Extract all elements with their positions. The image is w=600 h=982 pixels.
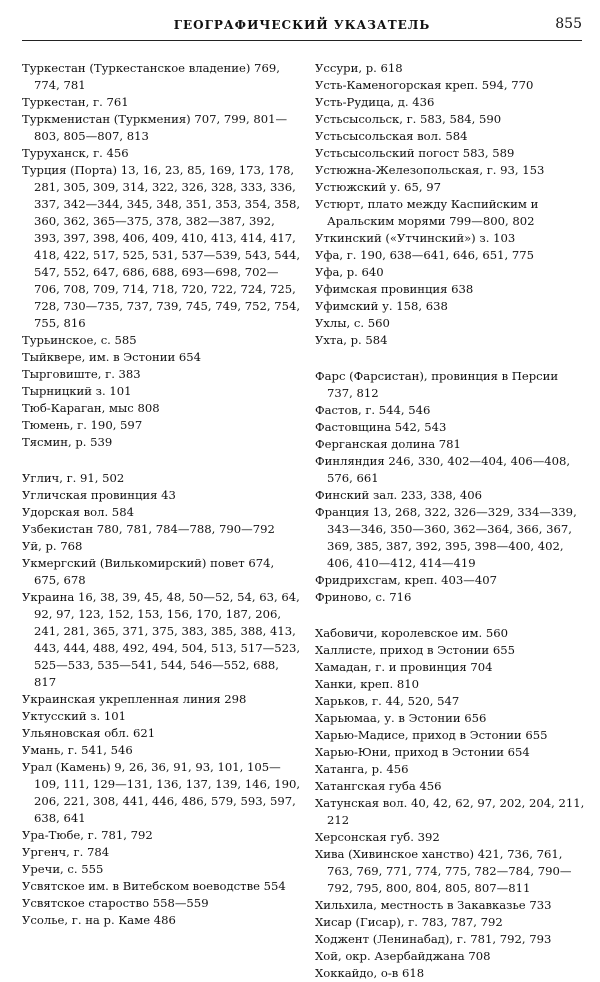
- index-entry: Укмергский (Вилькомирский) повет 674, 675, 678: [22, 556, 275, 587]
- index-entry: Уссури, р. 618: [315, 61, 403, 75]
- index-entry: Фарс (Фарсистан), провинция в Персии 737, 812: [315, 369, 559, 400]
- index-entry: Харью-Юни, приход в Эстонии 654: [315, 745, 530, 759]
- index-entry: Хива (Хивинское ханство) 421, 736, 761, 763, 769, 771, 774, 775, 782—784, 790—792, 795, 800, 804, 805, 807—811: [315, 847, 572, 895]
- page-number: 855: [555, 16, 582, 32]
- index-entry: Финский зал. 233, 338, 406: [315, 488, 483, 502]
- index-entry: Усвятское староство 558—559: [22, 896, 209, 910]
- index-entry: Харьюмаа, у. в Эстонии 656: [315, 711, 487, 725]
- running-title: ГЕОГРАФИЧЕСКИЙ УКАЗАТЕЛЬ: [173, 18, 431, 32]
- index-entry: Хоккайдо, о-в 618: [315, 966, 425, 980]
- index-entry: Хатангская губа 456: [315, 779, 442, 793]
- index-entry: Туркменистан (Туркмения) 707, 799, 801—803, 805—807, 813: [22, 112, 288, 143]
- index-entry: Херсонская губ. 392: [315, 830, 440, 844]
- index-entry: Фастов, г. 544, 546: [315, 403, 431, 417]
- letter-group-gap: [22, 451, 302, 470]
- index-entry: Фридрихсгам, креп. 403—407: [315, 573, 497, 587]
- index-entry: Хатанга, р. 456: [315, 762, 409, 776]
- index-entry: Тюмень, г. 190, 597: [22, 418, 143, 432]
- index-entry: Усвятское им. в Витебском воеводстве 554: [22, 879, 286, 893]
- index-entry: Уй, р. 768: [22, 539, 83, 553]
- index-entry: Ухта, р. 584: [315, 333, 388, 347]
- index-entry: Тюб-Караган, мыс 808: [22, 401, 160, 415]
- index-entry: Франция 13, 268, 322, 326—329, 334—339, 343—346, 350—360, 362—364, 366, 367, 369, 385, 387, 392, 395, 398—400, 402, 406, 410—412, 414—419: [315, 505, 577, 570]
- index-entry: Фастовщина 542, 543: [315, 420, 447, 434]
- index-entry: Тыйквере, им. в Эстонии 654: [22, 350, 202, 364]
- index-entry: Хильхила, местность в Закавказье 733: [315, 898, 552, 912]
- index-entry: Туркестан (Туркестанское владение) 769, 774, 781: [22, 61, 280, 92]
- index-column-left: [22, 60, 302, 929]
- index-entry: Умань, г. 541, 546: [22, 743, 133, 757]
- index-entry: Углич, г. 91, 502: [22, 471, 125, 485]
- index-entry: Уфа, р. 640: [315, 265, 384, 279]
- index-entry: Устюрт, плато между Каспийским и Аральским морями 799—800, 802: [315, 197, 539, 228]
- index-entry: Уфимская провинция 638: [315, 282, 474, 296]
- index-entry: Усолье, г. на р. Каме 486: [22, 913, 176, 927]
- index-entry: Ургенч, г. 784: [22, 845, 110, 859]
- index-entry: Устюжна-Железопольская, г. 93, 153: [315, 163, 545, 177]
- index-entry: Устюжский у. 65, 97: [315, 180, 441, 194]
- index-entry: Уктусский з. 101: [22, 709, 127, 723]
- index-entry: Ходжент (Ленинабад), г. 781, 792, 793: [315, 932, 552, 946]
- index-entry: Уткинский («Утчинский») з. 103: [315, 231, 516, 245]
- index-entry: Турция (Порта) 13, 16, 23, 85, 169, 173, 178, 281, 305, 309, 314, 322, 326, 328, 333, 336, 337, 342—344, 345, 348, 351, 353, 354, 358, 360, 362, 365—375, 378, 382—387, 392, 393, 397, 398, 406, 409, 410, 413, 414, 417, 418, 422, 517, 525, 531, 537—539, 543, 544, 547, 552, 647, 686, 688, 693—698, 702—706, 708, 709, 714, 718, 720, 722, 724, 725, 728, 730—735, 737, 739, 745, 749, 752, 754, 755, 816: [22, 163, 301, 330]
- index-entry: Хабовичи, королевское им. 560: [315, 626, 509, 640]
- header-rule: [22, 40, 582, 41]
- index-entry: Уречи, с. 555: [22, 862, 104, 876]
- index-column-right: [315, 60, 585, 982]
- index-entry: Уфа, г. 190, 638—641, 646, 651, 775: [315, 248, 535, 262]
- index-entry: Финляндия 246, 330, 402—404, 406—408, 576, 661: [315, 454, 571, 485]
- index-entry: Тясмин, р. 539: [22, 435, 113, 449]
- index-entry: Тырницкий з. 101: [22, 384, 132, 398]
- page-header: [22, 14, 582, 40]
- index-entry: Украинская укрепленная линия 298: [22, 692, 247, 706]
- index-entry: Турьинское, с. 585: [22, 333, 137, 347]
- index-entry: Тырговиште, г. 383: [22, 367, 141, 381]
- index-entry: Устьсысольский погост 583, 589: [315, 146, 515, 160]
- index-entry: Хамадан, г. и провинция 704: [315, 660, 493, 674]
- letter-group-gap: [315, 606, 585, 625]
- index-entry: Узбекистан 780, 781, 784—788, 790—792: [22, 522, 275, 536]
- index-entry: Харьков, г. 44, 520, 547: [315, 694, 460, 708]
- index-entry: Устьсысольск, г. 583, 584, 590: [315, 112, 502, 126]
- letter-group-gap: [315, 349, 585, 368]
- index-entry: Хисар (Гисар), г. 783, 787, 792: [315, 915, 503, 929]
- index-entry: Уфимский у. 158, 638: [315, 299, 448, 313]
- index-entry: Ханки, креп. 810: [315, 677, 419, 691]
- index-entry: Удорская вол. 584: [22, 505, 134, 519]
- index-entry: Угличская провинция 43: [22, 488, 176, 502]
- index-entry: Туруханск, г. 456: [22, 146, 129, 160]
- index-entry: Урал (Камень) 9, 26, 36, 91, 93, 101, 105—109, 111, 129—131, 136, 137, 139, 146, 190, 206, 221, 308, 441, 446, 486, 579, 593, 597, 638, 641: [22, 760, 301, 825]
- index-entry: Усть-Рудица, д. 436: [315, 95, 435, 109]
- index-entry: Хой, окр. Азербайджана 708: [315, 949, 491, 963]
- index-entry: Туркестан, г. 761: [22, 95, 129, 109]
- index-entry: Ура-Тюбе, г. 781, 792: [22, 828, 153, 842]
- index-entry: Ферганская долина 781: [315, 437, 461, 451]
- index-entry: Халлисте, приход в Эстонии 655: [315, 643, 515, 657]
- index-entry: Ульяновская обл. 621: [22, 726, 156, 740]
- index-entry: Харью-Мадисе, приход в Эстонии 655: [315, 728, 548, 742]
- index-entry: Украина 16, 38, 39, 45, 48, 50—52, 54, 63, 64, 92, 97, 123, 152, 153, 156, 170, 187, 206, 241, 281, 365, 371, 375, 383, 385, 388, 413, 443, 444, 488, 492, 494, 504, 513, 517—523, 525—533, 535—541, 544, 546—552, 688, 817: [22, 590, 301, 689]
- index-entry: Усть-Каменогорская креп. 594, 770: [315, 78, 534, 92]
- index-entry: Хатунская вол. 40, 42, 62, 97, 202, 204, 211, 212: [315, 796, 585, 827]
- index-entry: Ухлы, с. 560: [315, 316, 390, 330]
- index-entry: Фриново, с. 716: [315, 590, 412, 604]
- index-entry: Устьсысольская вол. 584: [315, 129, 468, 143]
